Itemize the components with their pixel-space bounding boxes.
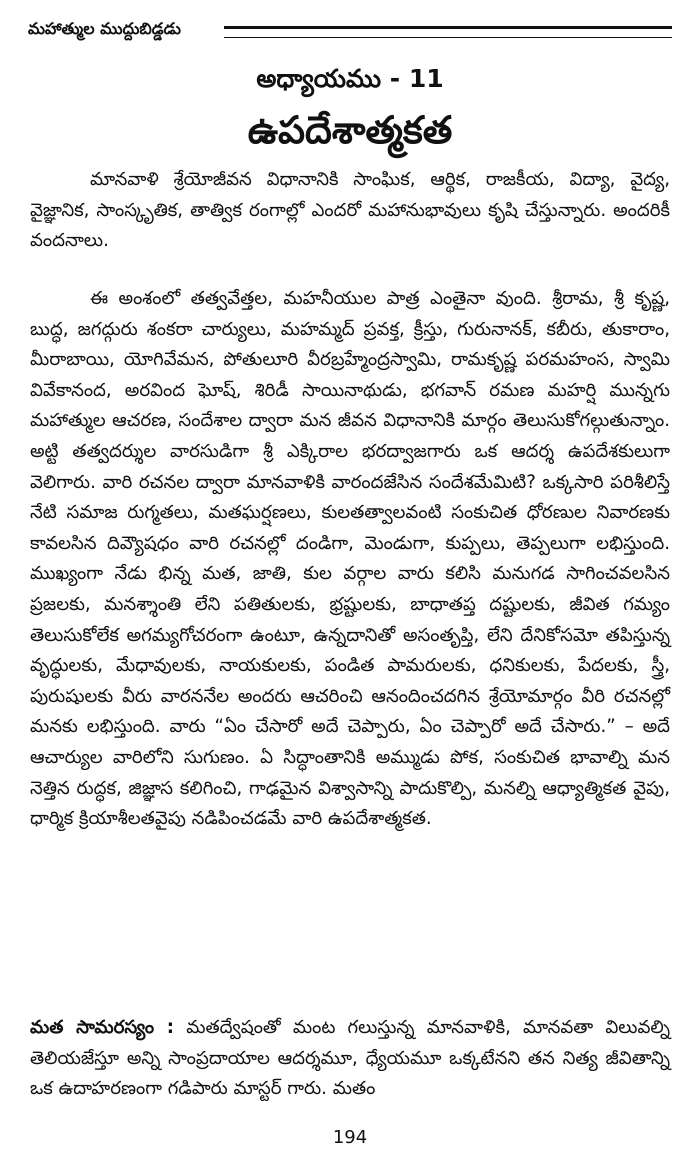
header-double-rule [224,26,672,38]
section-lead-term: మత సామరస్యం : [30,1017,175,1038]
chapter-title: ఉపదేశాత్మకత [247,108,453,152]
chapter-number: అధ్యాయము - 11 [256,64,444,93]
paragraph-religious-harmony [30,1013,670,1105]
paragraph-philosophers: ఈ అంశంలో తత్వవేత్తల, మహనీయుల పాత్ర ఎంతైనా వుంది. శ్రీరామ, శ్రీ కృష్ణ, బుద్ధ, జగద్గురు శంకరా చార్యులు, మహమ్మద్ ప్రవక్త, క్రీస్తు, గురునానక్, కబీరు, తుకారాం, మీరాబాయి, యోగివేమన, పోతులూరి వీరబ్రహ్మేంద్రస్వామి, రామకృష్ణ పరమహంస, స్వామి వివేకానంద, అరవింద ఘోష్, శిరిడీ సాయినాథుడు, భగవాన్ రమణ మహర్షి మున్నగు మహాత్ముల ఆచరణ, సందేశాల ద్వారా మన జీవన విధానానికి మార్గం తెలుసుకోగల్గుతున్నాం. అట్టి తత్వదర్శుల వారసుడిగా శ్రీ ఎక్కిరాల భరద్వాజగారు ఒక ఆదర్శ ఉపదేశకులుగా వెలిగారు. వారి రచనల ద్వారా మానవాళికి వారందజేసిన సందేశమేమిటి? ఒక్కసారి పరిశీలిస్తే నేటి సమాజ రుగ్మతలు, మతఘర్షణలు, కులతత్వాలవంటి సంకుచిత ధోరణుల నివారణకు కావలసిన దివ్యౌషధం వారి రచనల్లో దండిగా, మెండుగా, కుప్పలు, తెప్పలుగా లభిస్తుంది. ముఖ్యంగా నేడు భిన్న మత, జాతి, కుల వర్గాల వారు కలిసి మనుగడ సాగించవలసిన ప్రజలకు, మనశ్శాంతి లేని పతితులకు, భ్రష్టులకు, బాధాతప్త దష్టులకు, జీవిత గమ్యం తెలుసుకోలేక అగమ్యగోచరంగా ఉంటూ, ఉన్నదానితో అసంతృప్తి, లేని దేనికోసమో తపిస్తున్న వృద్ధులకు, మేధావులకు, నాయకులకు, పండిత పామరులకు, ధనికులకు, పేదలకు, స్త్రీ, పురుషులకు వీరు వారననేల అందరు ఆచరించి ఆనందించదగిన శ్రేయోమార్గం వీరి రచనల్లో మనకు లభిస్తుంది. వారు “ఏం చేసారో అదే చెప్పారు, ఏం చెప్పారో అదే చేసారు.” – అదే ఆచార్యుల వారిలోని సుగుణం. ఏ సిద్ధాంతానికి అమ్ముడు పోక, సంకుచిత భావాల్ని మన నెత్తిన రుద్ధక, జిజ్ఞాస కలిగించి, గాఢమైన విశ్వాసాన్ని పాదుకొల్పి, మనల్ని ఆధ్యాత్మికత వైపు, ధార్మిక క్రియాశీలతవైపు నడిపించడమే వారి ఉపదేశాత్మకత. [30,288,671,830]
running-header-book-title: మహాత్ముల ముద్దుబిడ్డడు [28,19,181,38]
page-number: 194 [332,1127,368,1148]
paragraph-intro: మానవాళి శ్రేయోజీవన విధానానికి సాంఘిక, ఆర్థిక, రాజకీయ, విద్యా, వైద్య, వైజ్ఞానిక, సాంస్కృతిక, తాత్విక రంగాల్లో ఎందరో మహానుభావులు కృషి చేస్తున్నారు. అందరికీ వందనాలు. [30,169,670,252]
paragraph-religious-harmony-text: మతద్వేషంతో మంట గలుస్తున్న మానవాళికి, మానవతా విలువల్ని తెలియజేస్తూ అన్ని సాంప్రదాయాల ఆదర్శమూ, ధ్యేయమూ ఒక్కటేనని తన నిత్య జీవితాన్ని ఒక ఉదాహరణంగా గడిపారు మాస్టర్ గారు. మతం [30,1017,671,1100]
